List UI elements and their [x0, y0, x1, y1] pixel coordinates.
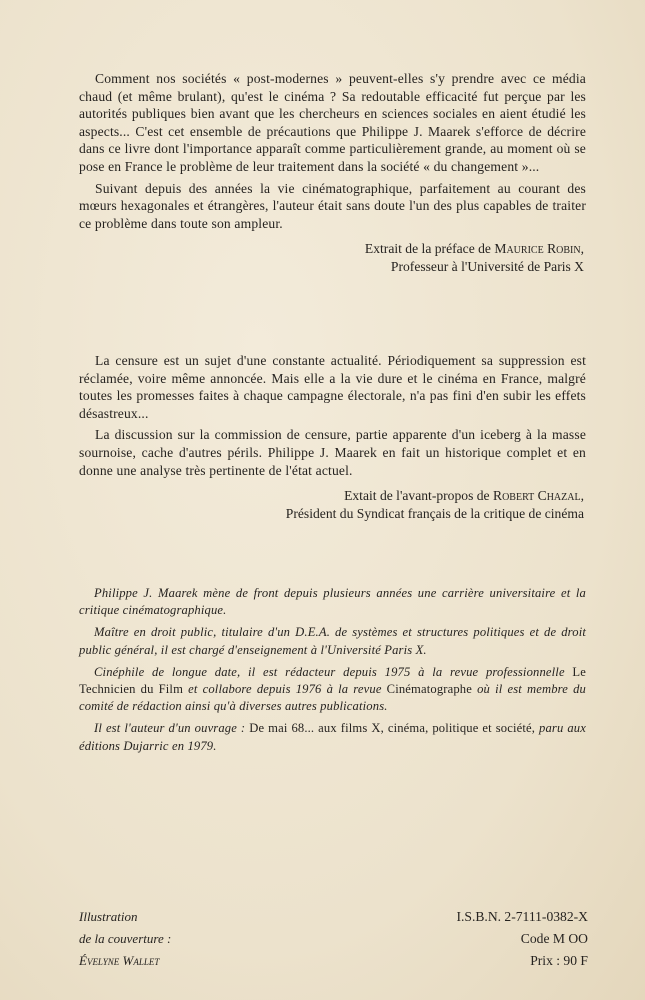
bio-paragraph-1: Philippe J. Maarek mène de front depuis plusieurs années une carrière universitaire et la critique cinématographique.	[79, 586, 586, 618]
preface-paragraph-1: Comment nos sociétés « post-modernes » peuvent-elles s'y prendre avec ce média chaud (et même brulant), qu'est le cinéma ? Sa redoutable efficacité fut perçue par les autorités publiques bien avant que les chercheurs en sciences sociales en aient étudié les aspects... C'est cet ensemble de précautions que Philippe J. Maarek s'efforce de décrire dans ce livre dont l'importance apparaît comme particulièrement grande, au moment où se pose en France le problème de leur traitement dans la société « du changement »...	[79, 71, 586, 174]
bio-p3-text-c: et collabore depuis 1976 à la revue	[188, 682, 382, 697]
bio-p4-text-a: Il est l'auteur d'un ouvrage :	[94, 721, 246, 736]
preface-author-title: Professeur à l'Université de Paris X	[390, 259, 584, 275]
bio-p3-text-a: Cinéphile de longue date, il est rédacteur depuis 1975 à la revue professionnelle	[94, 664, 565, 679]
bio-paragraph-4	[79, 720, 586, 754]
illustration-label: Illustration	[79, 909, 138, 924]
foreword-paragraph-2: La discussion sur la commission de censure, partie apparente d'un iceberg à la masse sournoise, cache d'autres périls. Philippe J. Maarek en fait un historique complet et en donne une analyse très pertinente de l'état actuel.	[79, 427, 586, 478]
foreword-attribution	[79, 487, 586, 523]
isbn: I.S.B.N. 2-7111-0382-X	[456, 909, 588, 924]
book-title: De mai 68... aux films X, cinéma, politique et société,	[249, 721, 536, 736]
foreword-attribution-prefix: Extait de l'avant-propos de	[344, 488, 490, 504]
preface-paragraph-2: Suivant depuis des années la vie cinématographique, parfaitement au courant des mœurs hexagonales et étrangères, l'auteur était sans doute l'un des plus capables de traiter ce problème dans toute son ampleur.	[79, 180, 586, 231]
foreword-author-title: Président du Syndicat français de la critique de cinéma	[285, 506, 584, 522]
bio-paragraph-3	[79, 664, 586, 716]
author-bio-section	[79, 585, 586, 755]
cover-illustration-credit	[79, 906, 171, 972]
foreword-author-name: Robert Chazal,	[493, 488, 584, 504]
publication-info	[456, 906, 588, 972]
foreword-section	[79, 352, 586, 523]
preface-attribution-prefix: Extrait de la préface de	[364, 241, 491, 257]
illustrator-name: Évelyne Wallet	[79, 953, 160, 968]
bio-p3-text-e: où il est membre du comité de rédaction ainsi qu'à diverses autres publications.	[79, 682, 586, 714]
price: Prix : 90 F	[530, 953, 588, 968]
bio-paragraph-2: Maître en droit public, titulaire d'un D.E.A. de systèmes et structures politiques et de droit public général, il est chargé d'enseignement à l'Université Paris X.	[79, 625, 586, 657]
foreword-paragraph-1: La censure est un sujet d'une constante actualité. Périodiquement sa suppression est réclamée, voire même annoncée. Mais elle a la vie dure et le cinéma en France, malgré toutes les promesses faites à chaque campagne électorale, n'a pas fini d'en subir les effets désastreux...	[79, 353, 586, 421]
preface-author-name: Maurice Robin,	[494, 241, 584, 257]
preface-attribution	[79, 240, 586, 276]
journal-title-cinematographe: Cinématographe	[386, 682, 472, 697]
code: Code M OO	[520, 931, 588, 946]
illustration-label-2: de la couverture :	[79, 931, 172, 946]
journal-title-technicien: Le Technicien du Film	[79, 664, 586, 697]
bio-p4-text-c: paru aux éditions Dujarric en 1979.	[79, 721, 586, 753]
preface-section	[79, 70, 586, 276]
